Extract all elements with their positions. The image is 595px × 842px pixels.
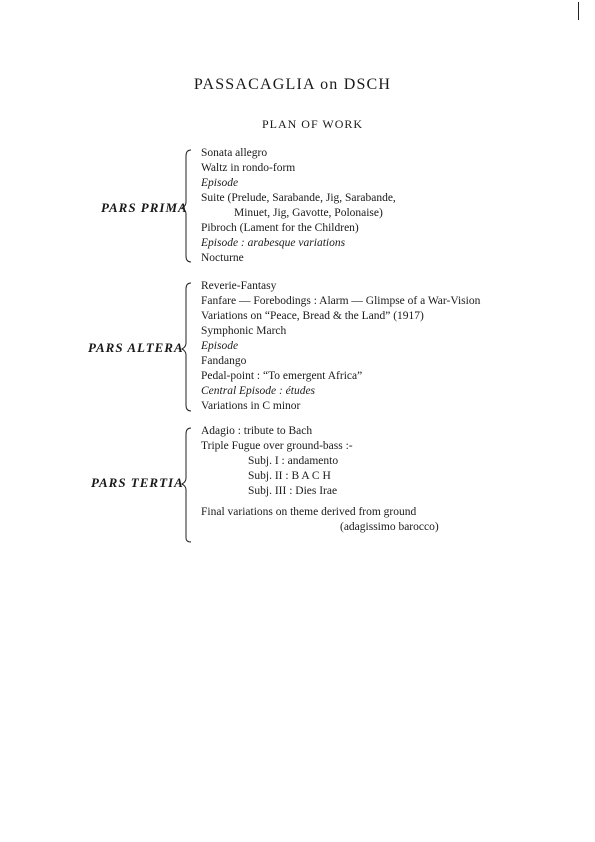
list-item: Episode <box>201 177 239 189</box>
page-subtitle-text: PLAN OF WORK <box>261 117 364 131</box>
brace <box>181 281 195 413</box>
list-item: Minuet, Jig, Gavotte, Polonaise) <box>234 207 383 219</box>
list-item: Subj. I : andamento <box>248 455 339 467</box>
list-item: Nocturne <box>201 252 244 264</box>
list-item: Pedal-point : “To emergent Africa” <box>201 370 363 382</box>
list-item: (adagissimo barocco) <box>340 521 439 533</box>
page-subtitle <box>0 117 595 132</box>
list-item: Adagio : tribute to Bach <box>201 425 313 437</box>
item-list <box>201 424 439 535</box>
part-label: PARS ALTERA <box>88 340 184 355</box>
item-list <box>201 279 480 414</box>
page-title-text: PASSACAGLIA on DSCH <box>193 76 392 93</box>
list-item: Symphonic March <box>201 325 287 337</box>
list-item: Waltz in rondo-form <box>201 162 296 174</box>
scan-mark <box>578 2 579 20</box>
list-item: Sonata allegro <box>201 147 268 159</box>
page-title <box>0 76 595 94</box>
brace <box>181 426 195 544</box>
list-item: Fandango <box>201 355 247 367</box>
list-item: Variations in C minor <box>201 400 301 412</box>
list-item: Variations on “Peace, Bread & the Land” (1917) <box>201 310 424 322</box>
item-list <box>201 146 396 266</box>
list-item: Central Episode : études <box>201 385 316 397</box>
part-label: PARS TERTIA <box>91 475 184 490</box>
list-item: Subj. II : B A C H <box>248 470 331 482</box>
list-item: Suite (Prelude, Sarabande, Jig, Sarabande, <box>201 192 396 204</box>
list-item: Final variations on theme derived from ground <box>201 506 417 518</box>
brace <box>181 148 195 264</box>
list-item: Episode <box>201 340 239 352</box>
list-item: Subj. III : Dies Irae <box>248 485 338 497</box>
list-item: Fanfare — Forebodings : Alarm — Glimpse of a War-Vision <box>201 295 481 307</box>
list-item: Episode : arabesque variations <box>201 237 346 249</box>
list-item: Reverie-Fantasy <box>201 280 277 292</box>
list-item: Pibroch (Lament for the Children) <box>201 222 359 234</box>
list-item: Triple Fugue over ground-bass :- <box>201 440 353 452</box>
part-label: PARS PRIMA <box>101 200 188 215</box>
